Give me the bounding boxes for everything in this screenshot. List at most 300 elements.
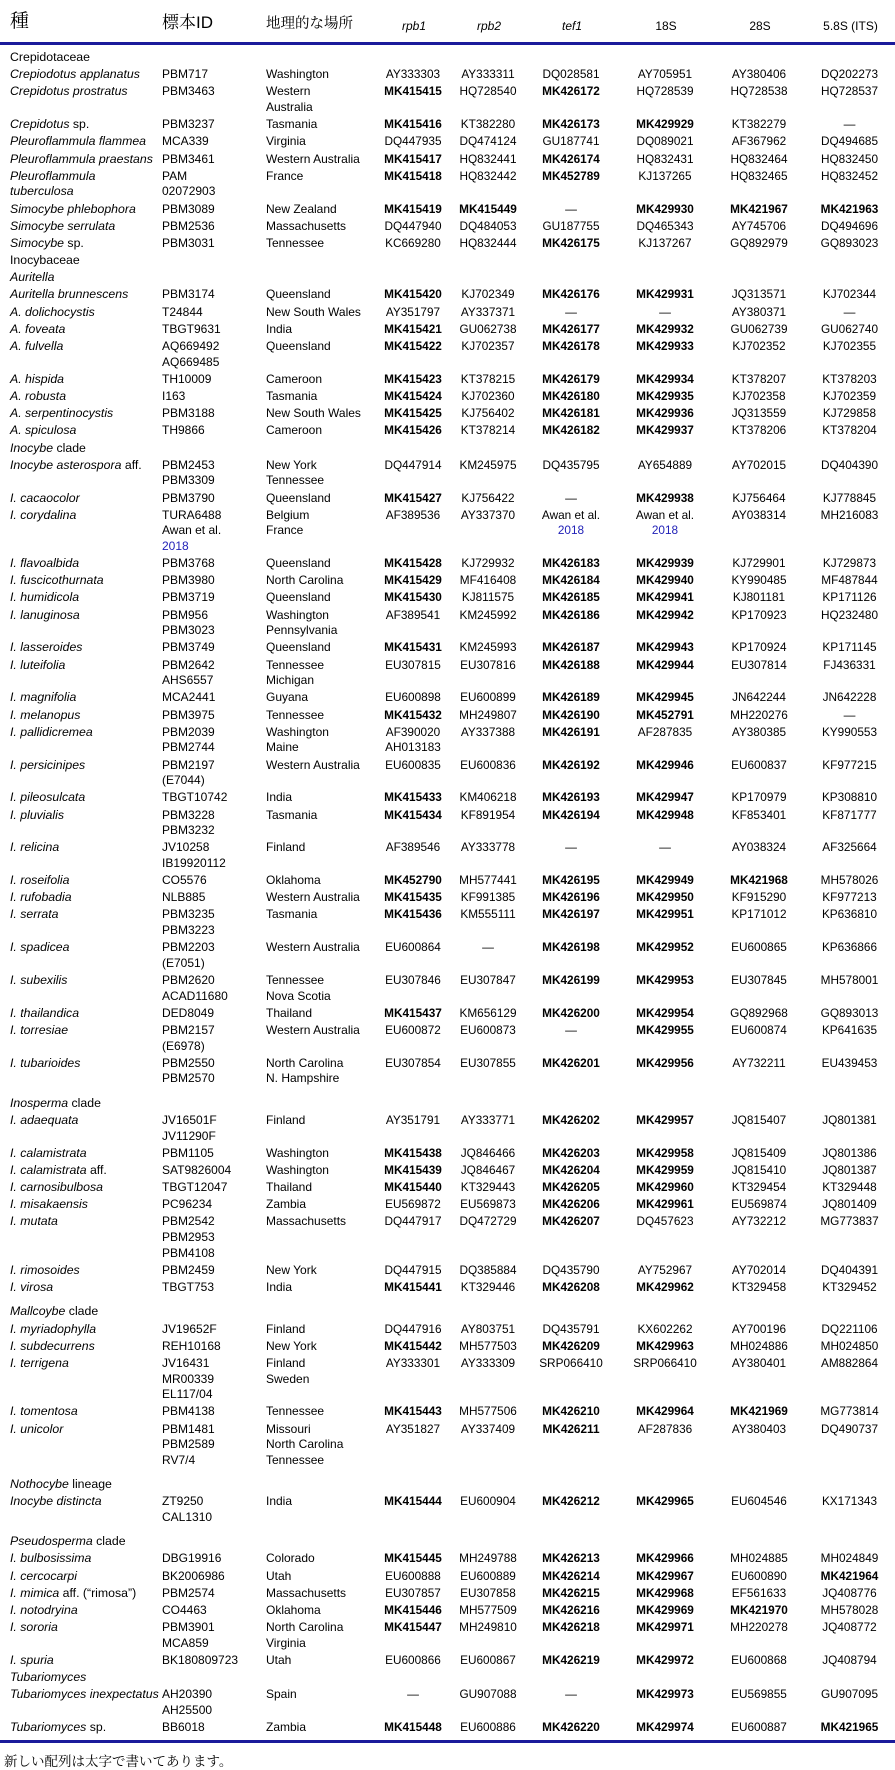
species-cell: I. misakaensis: [10, 1197, 88, 1212]
accession-cell-28s: EU307845: [731, 973, 787, 987]
accession-cell-rpb2: KJ702360: [461, 388, 515, 403]
accession-cell-5-8s-its: KJ702359: [822, 388, 877, 403]
accession-cell-28s: JQ313571: [731, 287, 787, 302]
accession-cell-rpb2: HQ728540: [459, 84, 517, 99]
table-row: [0, 66, 895, 83]
table-row: [0, 405, 895, 422]
accession-cell-28s: KP170924: [731, 640, 787, 655]
species-cell: A. fulvella: [10, 339, 64, 353]
location-cell: Washington: [266, 1145, 329, 1160]
location-cell: North Carolina N. Hampshire: [266, 1055, 344, 1086]
accession-cell-5-8s-its: MG773814: [820, 1404, 879, 1419]
specimen-id-cell: PBM2550 PBM2570: [162, 1055, 215, 1086]
table-row: [0, 304, 895, 321]
accession-cell-28s: AY380403: [731, 1421, 787, 1436]
location-cell: Cameroon: [266, 423, 323, 438]
table-row: [0, 889, 895, 906]
location-cell: Zambia: [266, 1197, 307, 1212]
accession-cell-5-8s-its: FJ436331: [823, 657, 876, 672]
accession-cell-18s: MK429972: [636, 1653, 694, 1667]
accession-cell-rpb1: MK415448: [376, 1719, 452, 1741]
accession-cell-rpb2: AY333771: [460, 1112, 516, 1127]
accession-cell-rpb1: AF389536: [385, 507, 441, 522]
accession-cell-18s: MK429933: [636, 339, 694, 353]
accession-cell-tef1: MK426186: [542, 607, 600, 622]
accession-cell-28s: MH220276: [730, 707, 788, 722]
location-cell: Guyana: [266, 690, 309, 705]
table-row: [0, 1005, 895, 1022]
accession-cell-5-8s-its: MH578001: [820, 973, 879, 987]
accession-cell-18s: MK429950: [636, 890, 694, 905]
accession-cell-28s: AY380401: [731, 1355, 787, 1370]
accession-cell-rpb1: MK452790: [384, 873, 442, 888]
accession-cell-28s: KP171012: [731, 907, 787, 922]
accession-cell-5-8s-its: KP171126: [822, 590, 877, 605]
accession-cell-18s: MK429961: [636, 1197, 694, 1212]
accession-cell-rpb2: DQ385884: [459, 1262, 517, 1277]
accession-cell-tef1: MK426174: [542, 151, 600, 166]
location-cell: Tennessee: [266, 235, 325, 250]
specimen-id-cell: CO5576: [162, 873, 207, 888]
specimen-id-cell: PBM2574: [162, 1585, 215, 1600]
location-cell: Tennessee Nova Scotia: [266, 973, 331, 1003]
accession-cell-rpb1: MK415434: [384, 807, 442, 822]
accession-cell-28s: AY380371: [731, 304, 787, 319]
accession-cell-rpb1: MK415416: [384, 117, 442, 132]
table-row: [0, 1602, 895, 1619]
location-cell: Spain: [266, 1687, 297, 1702]
table-row: [0, 338, 895, 371]
accession-cell-5-8s-its: KT329448: [822, 1180, 877, 1195]
accession-cell-5-8s-its: MH578028: [820, 1603, 879, 1618]
specimen-id-cell: TBGT9631: [162, 321, 221, 336]
accession-cell-tef1: —: [565, 201, 577, 216]
accession-cell-28s: EU600887: [714, 1719, 806, 1741]
accession-cell-rpb1: MK415429: [384, 573, 442, 588]
accession-cell-rpb2: KF991385: [460, 890, 516, 905]
species-cell: I. mimica aff. (“rimosa”): [10, 1585, 137, 1600]
accession-cell-tef1: MK426179: [542, 371, 600, 386]
table-row: [0, 1404, 895, 1421]
table-row: [0, 807, 895, 840]
accession-cell-5-8s-its: GU062740: [820, 321, 879, 336]
location-cell: Tennessee Michigan: [266, 657, 325, 688]
accession-cell-tef1: MK426212: [542, 1494, 600, 1509]
specimen-id-cell: PBM2536: [162, 218, 215, 233]
table-row: [0, 640, 895, 657]
accession-cell-28s: AY732212: [731, 1214, 787, 1229]
accession-cell-18s: AY705951: [637, 67, 693, 82]
location-cell: Belgium France: [266, 507, 310, 538]
accession-cell-5-8s-its: JQ801381: [822, 1112, 877, 1127]
accession-cell-tef1: MK426193: [542, 790, 600, 805]
accession-cell-tef1: MK426214: [542, 1568, 600, 1583]
accession-cell-rpb1: MK415422: [384, 339, 442, 353]
species-cell: Simocybe serrulata: [10, 218, 116, 233]
species-cell: Tubariomyces inexpectatus: [10, 1687, 159, 1702]
species-cell: Auritella brunnescens: [10, 287, 129, 302]
accession-cell-rpb1: MK415444: [384, 1494, 442, 1509]
accession-cell-18s: MK429942: [636, 607, 694, 622]
col-header-tef1: tef1: [526, 0, 618, 44]
accession-cell-28s: EU569855: [731, 1687, 787, 1702]
accession-cell-18s: MK429948: [636, 807, 694, 822]
accession-cell-5-8s-its: AF325664: [822, 840, 877, 855]
accession-cell-18s: SRP066410: [633, 1355, 697, 1370]
table-row: [0, 371, 895, 388]
accession-cell-rpb2: GU062738: [459, 321, 517, 336]
accession-cell-5-8s-its: DQ494685: [820, 134, 879, 149]
accession-cell-28s: HQ832464: [730, 151, 788, 166]
specimen-id-cell: PBM3188: [162, 406, 215, 421]
location-cell: Queensland: [266, 339, 331, 353]
accession-cell-rpb2: MH249810: [459, 1620, 517, 1635]
accession-cell-28s: KY990485: [731, 573, 787, 588]
accession-cell-rpb1: —: [407, 1687, 419, 1702]
table-row: [0, 939, 895, 972]
specimen-id-cell: ZT9250 CAL1310: [162, 1494, 213, 1524]
table-row: [0, 321, 895, 338]
table-row: [0, 116, 895, 133]
location-cell: New South Wales: [266, 406, 361, 421]
species-cell: I. corydalina: [10, 507, 77, 522]
accession-cell-rpb2: EU600899: [460, 690, 516, 705]
accession-cell-5-8s-its: JQ408776: [822, 1585, 877, 1600]
accession-cell-18s: KX602262: [637, 1321, 693, 1336]
accession-cell-rpb2: EU600873: [460, 1022, 516, 1037]
accession-cell-5-8s-its: KX171343: [821, 1494, 878, 1509]
specimen-id-cell: PBM2203 (E7051): [162, 940, 215, 970]
species-cell: Simocybe sp.: [10, 235, 84, 250]
accession-cell-5-8s-its: GU907095: [820, 1687, 879, 1702]
accession-cell-tef1: SRP066410: [539, 1355, 603, 1370]
accession-cell-28s: KJ702352: [732, 339, 786, 353]
accession-cell-tef1: —: [565, 1687, 577, 1702]
accession-cell-rpb1: MK415440: [384, 1180, 442, 1195]
accession-cell-28s: MH024885: [730, 1551, 788, 1566]
specimen-id-cell: PBM3237: [162, 117, 215, 132]
accession-cell-tef1: Awan et al. 2018: [541, 507, 601, 538]
table-row: [0, 907, 895, 940]
species-cell: A. spiculosa: [10, 423, 77, 438]
accession-cell-rpb1: MK415441: [384, 1280, 442, 1295]
accession-cell-tef1: MK426204: [542, 1162, 600, 1177]
table-row: [0, 388, 895, 405]
location-cell: New South Wales: [266, 304, 361, 319]
accession-cell-28s: JQ815409: [731, 1145, 787, 1160]
col-header-5-8s-its: 5.8S (ITS): [806, 0, 895, 44]
specimen-id-cell: PBM3461: [162, 151, 215, 166]
specimen-id-cell: TBGT753: [162, 1280, 215, 1295]
species-cell: I. mutata: [10, 1214, 58, 1229]
accession-cell-rpb2: KJ811575: [461, 590, 515, 605]
accession-cell-tef1: DQ435795: [542, 457, 600, 472]
species-cell: I. fuscicothurnata: [10, 573, 104, 588]
accession-cell-18s: MK429971: [636, 1620, 694, 1635]
specimen-id-cell: PBM717: [162, 67, 209, 82]
accession-cell-28s: KJ729901: [732, 556, 786, 571]
location-cell: Queensland: [266, 490, 331, 505]
species-cell: I. persicinipes: [10, 757, 86, 772]
table-row: [0, 1652, 895, 1669]
accession-cell-5-8s-its: KJ729873: [822, 556, 877, 571]
accession-cell-18s: MK429959: [636, 1162, 694, 1177]
accession-cell-28s: AY745706: [731, 218, 787, 233]
accession-cell-rpb2: AY337371: [460, 304, 516, 319]
accession-cell-18s: MK429934: [636, 371, 694, 386]
accession-cell-18s: MK429958: [636, 1145, 694, 1160]
table-row: [0, 555, 895, 572]
species-cell: Pleuroflammula flammea: [10, 134, 146, 149]
species-cell: I. thailandica: [10, 1005, 80, 1020]
section-row: [0, 269, 895, 286]
accession-cell-28s: EU600868: [731, 1653, 787, 1667]
accession-cell-tef1: —: [565, 490, 577, 505]
accession-cell-rpb1: DQ447935: [384, 134, 442, 149]
specimen-id-cell: PBM2542 PBM2953 PBM4108: [162, 1214, 215, 1260]
accession-cell-rpb2: KT382280: [460, 117, 516, 132]
table-row: [0, 235, 895, 252]
accession-cell-18s: MK429965: [636, 1494, 694, 1509]
accession-cell-5-8s-its: KJ729858: [822, 406, 877, 421]
accession-cell-rpb1: MK415435: [384, 890, 442, 905]
accession-cell-rpb1: DQ447915: [384, 1262, 442, 1277]
accession-cell-rpb1: EU600864: [385, 940, 441, 955]
accession-cell-28s: EU600890: [731, 1568, 787, 1583]
accession-cell-rpb1: MK415438: [384, 1145, 442, 1160]
accession-cell-rpb1: MK415447: [384, 1620, 442, 1635]
accession-cell-tef1: MK426182: [542, 423, 600, 438]
accession-cell-rpb2: HQ832441: [459, 151, 517, 166]
location-cell: New York: [266, 1262, 317, 1277]
specimen-id-cell: PBM3901 MCA859: [162, 1620, 215, 1650]
location-cell: Washington Pennsylvania: [266, 607, 338, 638]
accession-cell-18s: DQ465343: [636, 218, 694, 233]
specimen-id-cell: TURA6488 Awan et al. 2018: [162, 507, 222, 553]
specimen-id-cell: NLB885: [162, 890, 206, 905]
accession-cell-tef1: MK426205: [542, 1180, 600, 1195]
accession-cell-rpb2: KJ702349: [461, 287, 515, 302]
species-cell: I. subdecurrens: [10, 1338, 95, 1353]
accession-cell-rpb2: KM406218: [459, 790, 517, 805]
species-cell: I. calamistrata: [10, 1145, 87, 1160]
accession-cell-28s: GU062739: [730, 321, 788, 336]
accession-cell-rpb2: —: [482, 940, 494, 955]
table-row: [0, 218, 895, 235]
col-header-18s: 18S: [618, 0, 714, 44]
accession-cell-18s: MK429941: [636, 590, 694, 605]
accession-cell-tef1: MK426219: [542, 1653, 600, 1667]
accession-cell-5-8s-its: HQ832450: [820, 151, 879, 166]
accession-cell-rpb1: EU600835: [385, 757, 441, 772]
accession-cell-18s: MK429940: [636, 573, 694, 588]
location-cell: Massachusetts: [266, 1214, 347, 1229]
accession-cell-18s: MK429951: [636, 907, 694, 922]
accession-cell-tef1: MK426199: [542, 973, 600, 987]
accession-cell-rpb2: DQ484053: [459, 218, 517, 233]
section-label: Nothocybe lineage: [10, 1477, 112, 1492]
accession-cell-rpb2: MH577441: [459, 873, 517, 888]
location-cell: Utah: [266, 1653, 292, 1667]
species-cell: I. pileosulcata: [10, 790, 86, 805]
accession-cell-28s: MH024886: [730, 1338, 788, 1353]
accession-cell-28s: KF853401: [731, 807, 787, 822]
accession-cell-rpb1: MK415445: [384, 1551, 442, 1566]
location-cell: Western Australia: [266, 757, 360, 772]
specimen-id-cell: SAT9826004: [162, 1162, 232, 1177]
accession-cell-rpb2: KM245993: [459, 640, 517, 655]
accession-cell-18s: MK429973: [636, 1687, 694, 1702]
accession-cell-28s: KJ702358: [732, 388, 786, 403]
specimen-id-cell: PBM2039 PBM2744: [162, 724, 215, 755]
species-cell: I. lasseroides: [10, 640, 83, 655]
accession-cell-28s: EF561633: [731, 1585, 787, 1600]
accession-cell-rpb1: MK415433: [384, 790, 442, 805]
accession-cell-rpb1: AY351791: [385, 1112, 441, 1127]
accession-cell-28s: HQ832465: [730, 168, 788, 183]
location-cell: Oklahoma: [266, 873, 321, 888]
location-cell: Queensland: [266, 640, 331, 655]
table-row: [0, 1494, 895, 1527]
specimen-id-cell: PBM2459: [162, 1262, 215, 1277]
table-body: [0, 44, 895, 1742]
footnote: 新しい配列は太字で書いてあります。: [4, 1753, 233, 1769]
accession-cell-tef1: MK426184: [542, 573, 600, 588]
accession-cell-tef1: MK426192: [542, 757, 600, 772]
section-label: Auritella: [10, 270, 55, 285]
accession-cell-18s: MK429953: [636, 973, 694, 987]
accession-cell-18s: Awan et al. 2018: [635, 507, 695, 538]
accession-cell-28s: KT329454: [731, 1180, 787, 1195]
accession-cell-rpb2: MH577506: [459, 1404, 517, 1419]
species-cell: A. foveata: [10, 321, 66, 336]
accession-cell-5-8s-its: AM882864: [820, 1355, 879, 1370]
location-cell: Utah: [266, 1568, 292, 1583]
table-row: [0, 151, 895, 168]
accession-cell-18s: MK429945: [636, 690, 694, 705]
location-cell: Washington Maine: [266, 724, 329, 755]
table-row: [0, 607, 895, 640]
accession-cell-tef1: MK426195: [542, 873, 600, 888]
species-cell: Tubariomyces sp.: [0, 1719, 162, 1741]
section-row: [0, 440, 895, 457]
location-cell: Western Australia: [266, 1022, 360, 1037]
section-label: Mallcoybe clade: [10, 1304, 99, 1319]
species-cell: I. carnosibulbosa: [10, 1180, 103, 1195]
location-cell: North Carolina Virginia: [266, 1620, 344, 1650]
accession-cell-rpb1: EU600888: [385, 1568, 441, 1583]
accession-cell-rpb1: MK415418: [384, 168, 442, 183]
accession-cell-5-8s-its: MH024850: [820, 1338, 879, 1353]
table-row: [0, 84, 895, 117]
accession-cell-tef1: MK426183: [542, 556, 600, 571]
species-cell: I. terrigena: [10, 1355, 69, 1370]
section-label: Crepidotaceae: [10, 50, 90, 64]
accession-cell-28s: MK421968: [730, 873, 788, 888]
species-cell: Pleuroflammula praestans: [10, 151, 153, 166]
specimen-id-cell: TBGT12047: [162, 1180, 228, 1195]
accession-cell-18s: MK429955: [636, 1022, 694, 1037]
accession-cell-28s: MH220278: [730, 1620, 788, 1635]
accession-cell-28s: GQ892968: [730, 1005, 788, 1020]
accession-cell-rpb1: AF389541: [385, 607, 441, 622]
accession-cell-rpb2: KT329446: [460, 1280, 516, 1295]
accession-cell-tef1: DQ028581: [542, 67, 600, 82]
accession-cell-rpb1: MK415436: [384, 907, 442, 922]
section-row: [0, 1526, 895, 1550]
section-row: [0, 44, 895, 67]
accession-cell-28s: EU604546: [731, 1494, 787, 1509]
accession-cell-18s: AY654889: [637, 457, 693, 472]
accession-cell-rpb1: MK415427: [384, 490, 442, 505]
accession-cell-18s: MK429956: [636, 1055, 694, 1070]
specimen-id-cell: PBM3980: [162, 573, 215, 588]
accession-cell-18s: MK429963: [636, 1338, 694, 1353]
specimen-id-cell: PBM1481 PBM2589 RV7/4: [162, 1421, 215, 1467]
accession-cell-rpb1: MK415421: [384, 321, 442, 336]
accession-cell-28s: EU307814: [731, 657, 787, 672]
accession-cell-rpb1: AY351797: [385, 304, 441, 319]
location-cell: Massachusetts: [266, 1585, 347, 1600]
species-cell: A. robusta: [10, 388, 67, 403]
table-row: [0, 1112, 895, 1145]
accession-cell-rpb2: KJ756422: [461, 490, 515, 505]
accession-cell-rpb1: AY333303: [385, 67, 441, 82]
species-cell: I. tubarioides: [10, 1055, 81, 1070]
accession-cell-5-8s-its: JQ801409: [822, 1197, 877, 1212]
location-cell: Tasmania: [266, 907, 318, 922]
section-row: [0, 1296, 895, 1320]
accession-cell-rpb1: DQ447916: [384, 1321, 442, 1336]
accession-cell-rpb2: EU569873: [460, 1197, 516, 1212]
accession-cell-5-8s-its: JN642228: [822, 690, 877, 705]
accession-cell-rpb1: MK415419: [384, 201, 442, 216]
accession-cell-tef1: MK426206: [542, 1197, 600, 1212]
location-cell: Tasmania: [266, 388, 318, 403]
table-row: [0, 657, 895, 690]
accession-cell-rpb2: KT378214: [460, 423, 516, 438]
accession-cell-rpb1: MK415415: [384, 84, 442, 99]
species-cell: A. serpentinocystis: [10, 406, 114, 421]
species-cell: I. roseifolia: [10, 873, 70, 888]
location-cell: India: [266, 1280, 293, 1295]
accession-cell-rpb1: MK415442: [384, 1338, 442, 1353]
specimen-id-cell: PBM2620 ACAD11680: [162, 973, 228, 1003]
section-row: [0, 1669, 895, 1686]
accession-cell-28s: KP170979: [731, 790, 787, 805]
accession-cell-5-8s-its: MK421965: [806, 1719, 895, 1741]
species-cell: Crepidotus sp.: [10, 117, 90, 132]
table-row: [0, 1196, 895, 1213]
location-cell: Cameroon: [266, 371, 323, 386]
accession-cell-18s: MK429954: [636, 1005, 694, 1020]
accession-cell-rpb1: MK415443: [384, 1404, 442, 1419]
accession-cell-rpb1: EU600866: [385, 1653, 441, 1667]
species-cell: I. spuria: [10, 1653, 54, 1667]
accession-cell-28s: KF915290: [731, 890, 787, 905]
specimen-id-cell: REH10168: [162, 1338, 221, 1353]
accession-cell-tef1: MK426210: [542, 1404, 600, 1419]
accession-cell-18s: DQ457623: [636, 1214, 694, 1229]
specimen-id-cell: JV10258 IB19920112: [162, 840, 226, 870]
accession-cell-tef1: GU187741: [542, 134, 600, 149]
specimen-id-cell: AH20390 AH25500: [162, 1687, 213, 1717]
accession-cell-5-8s-its: —: [843, 707, 856, 722]
species-cell: I. cacaocolor: [10, 490, 80, 505]
location-cell: Tennessee: [266, 1404, 325, 1419]
accession-cell-rpb2: AY333311: [461, 67, 515, 82]
table-row: [0, 1279, 895, 1296]
